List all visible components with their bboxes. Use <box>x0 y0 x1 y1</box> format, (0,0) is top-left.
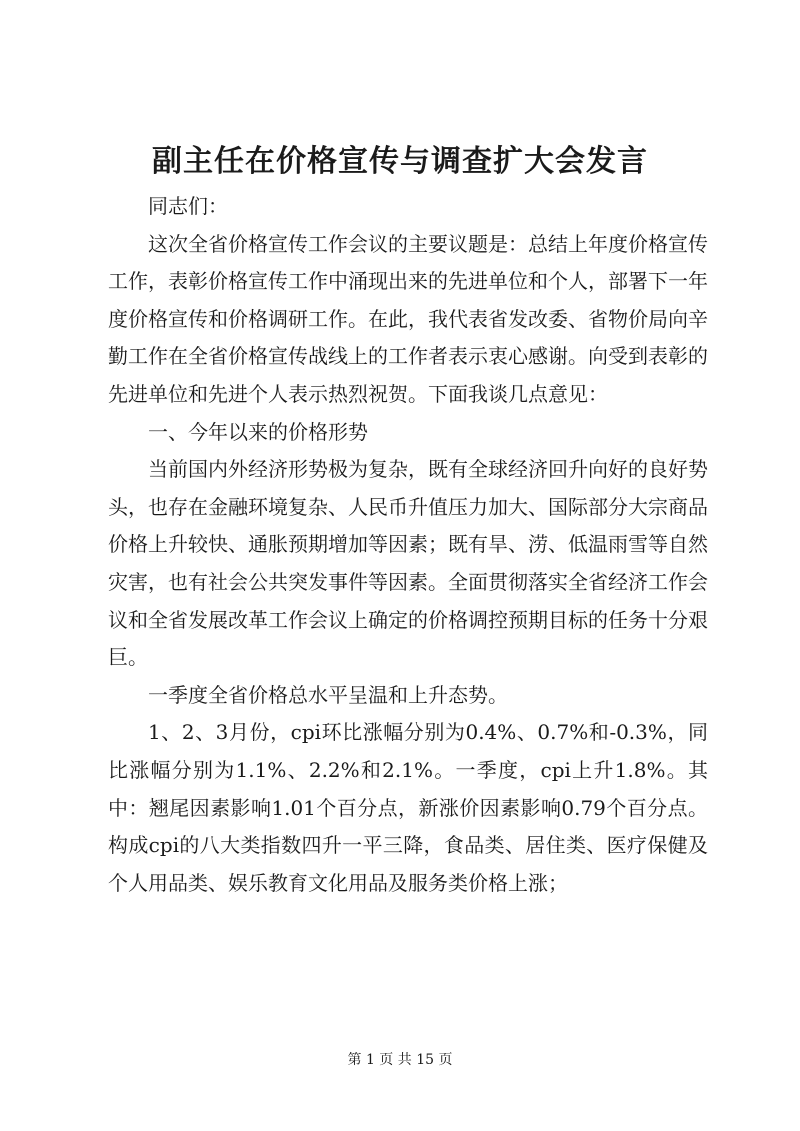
section-heading: 一、今年以来的价格形势 <box>148 419 368 444</box>
cpi-paragraph: 1、2、3月份，cpi环比涨幅分别为0.4%、0.7%和-0.3%，同比涨幅分别为1.1%、2.2%和2.1%。一季度，cpi上升1.8%。其中：翘尾因素影响1.01个百分点，新涨价因素影响0.79个百分点。构成cpi的八大类指数四升一平三降，食品类、居住类、医疗保健及个人用品类、娱乐教育文化用品及服务类价格上涨； <box>108 720 708 895</box>
situation-paragraph: 当前国内外经济形势极为复杂，既有全球经济回升向好的良好势头，也存在金融环境复杂、人民币升值压力加大、国际部分大宗商品价格上升较快、通胀预期增加等因素；既有旱、涝、低温雨雪等自然灾害，也有社会公共突发事件等因素。全面贯彻落实全省经济工作会议和全省发展改革工作会议上确定的价格调控预期目标的任务十分艰巨。 <box>108 457 708 670</box>
page-number-footer: 第 1 页 共 15 页 <box>347 1052 453 1068</box>
document-body <box>108 188 708 902</box>
intro-paragraph: 这次全省价格宣传工作会议的主要议题是：总结上年度价格宣传工作，表彰价格宣传工作中涌现出来的先进单位和个人，部署下一年度价格宣传和价格调研工作。在此，我代表省发改委、省物价局向辛勤工作在全省价格宣传战线上的工作者表示衷心感谢。向受到表彰的先进单位和先进个人表示热烈祝贺。下面我谈几点意见： <box>108 231 708 406</box>
salutation-paragraph: 同志们： <box>148 194 228 218</box>
q1-summary-paragraph: 一季度全省价格总水平呈温和上升态势。 <box>148 682 508 707</box>
document-title: 副主任在价格宣传与调查扩大会发言 <box>152 144 648 179</box>
